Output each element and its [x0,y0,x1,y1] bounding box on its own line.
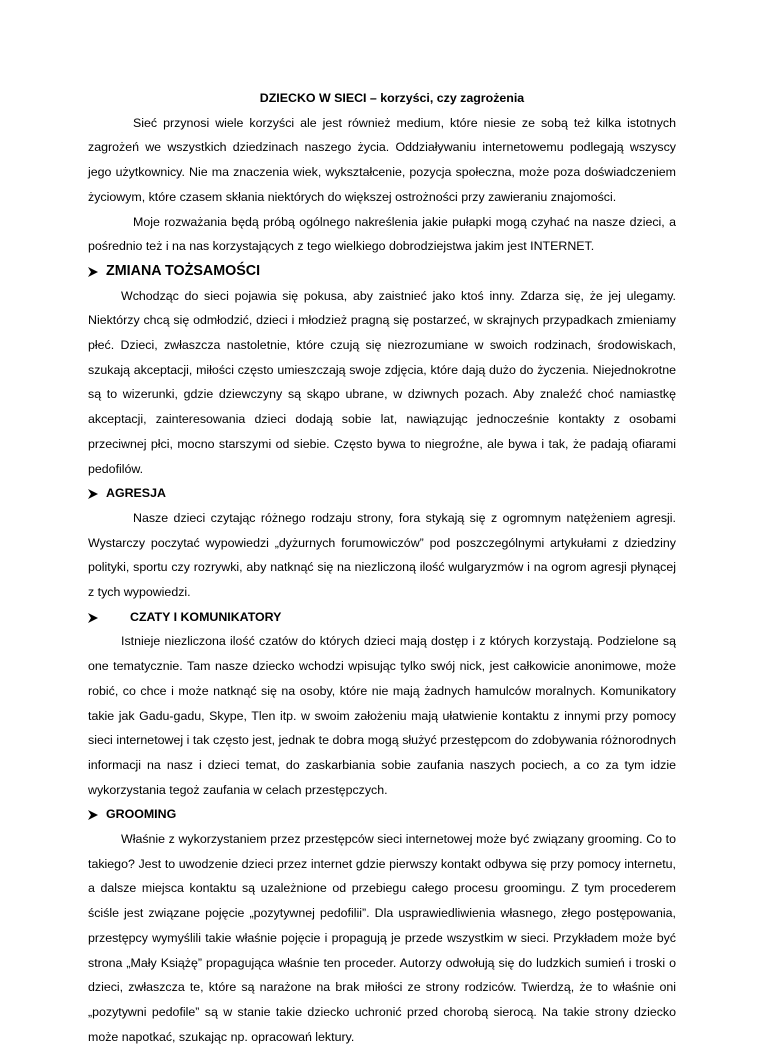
section-heading-label: GROOMING [106,807,177,822]
arrowhead-bullet-icon [87,809,99,821]
section-heading-label: AGRESJA [106,486,166,501]
section-text-chats: Istnieje niezliczona ilość czatów do których dzieci mają dostęp i z których korzystają. Podzielone są one tematycznie. Tam nasze dziecko wchodzi wpisując tylko swój nick, jest całkowicie anonimowe, może robić, co chce i może natknąć się na osoby, które nie mają żadnych hamulców moralnych. Komunikatory takie jak Gadu-gadu, Skype, Tlen itp. w swoim założeniu mają ułatwienie kontaktu z innymi przy pomocy sieci internetowej i tak często jest, jednak te dobra mogą służyć przestępcom do zdobywania różnorodnych informacji na nasz i dzieci temat, do zaskarbiania sobie zaufania naszych pociech, a co za tym idzie wykorzystania tegoż zaufania w celach przestępczych. [88,634,676,797]
section-text-aggression: Nasze dzieci czytając różnego rodzaju strony, fora stykają się z ogromnym natężeniem agresji. Wystarczy poczytać wypowiedzi „dyżurnych forumowiczów” pod poszczególnymi artykułami z dziedziny polityki, sportu czy rozrywki, aby natknąć się na niezliczoną ilość wulgaryzmów i na ogrom agresji płynącej z tych wypowiedzi. [88,510,676,600]
section-heading-grooming [88,802,676,827]
section-heading-label: CZATY I KOMUNIKATORY [130,609,282,624]
document-page [88,86,676,1049]
section-heading-identity [88,259,676,284]
section-text-identity: Wchodząc do sieci pojawia się pokusa, aby zaistnieć jako ktoś inny. Zdarza się, że jej ulegamy. Niektórzy chcą się odmłodzić, dzieci i młodzież pragną się postarzeć, w skrajnych przypadkach zmieniamy płeć. Dzieci, zwłaszcza nastoletnie, które czują się niezrozumiane w swoich rodzinach, środowiskach, szukają akceptacji, miłości często umieszczają swoje zdjęcia, które dają dużo do życzenia. Niejednokrotne są to wizerunki, gdzie dziewczyny są skąpo ubrane, w dziwnych pozach. Aby znaleźć choć namiastkę akceptacji, zainteresowania dzieci dodają sobie lat, nawiązując jednocześnie kontakty z osobami przeciwnej płci, mocno starszymi od siebie. Często bywa to niegroźne, ale bywa i tak, że padają ofiarami pedofilów. [88,288,676,476]
arrowhead-bullet-icon [87,266,99,278]
section-text-grooming: Właśnie z wykorzystaniem przez przestępców sieci internetowej może być związany grooming. Co to takiego? Jest to uwodzenie dzieci przez internet gdzie pierwszy kontakt odbywa się przy pomocy internetu, a dalsze miejsca kontaktu są uzależnione od przebiegu całego procesu groomingu. Z tym procederem ściśle jest związane pojęcie „pozytywnej pedofilii”. Dla usprawiedliwienia własnego, złego postępowania, przestępcy wymyślili takie właśnie pojęcie i propagują je przede wszystkim w sieci. Przykładem może być strona „Mały Książę” propagująca właśnie ten proceder. Autorzy odwołują się do ludzkich sumień i troski o dzieci, zwłaszcza te, które są narażone na brak miłości ze strony rodziców. Twierdzą, że to właśnie oni „pozytywni pedofile” są w stanie takie dziecko uchronić przed chorobą sierocą. Na takie strony dziecko może napotkać, szukając np. opracowań lektury. [88,832,676,1044]
section-heading-chats [88,605,676,630]
intro-paragraph-1: Sieć przynosi wiele korzyści ale jest również medium, które niesie ze sobą też kilka istotnych zagrożeń we wszystkich dziedzinach naszego życia. Oddziaływaniu internetowemu podlegają wszyscy jego użytkownicy. Nie ma znaczenia wiek, wykształcenie, pozycja społeczna, może poza doświadczeniem życiowym, które czasem skłania niektórych do większej ostrożności przy zawieraniu znajomości. [88,115,676,204]
intro-paragraph-2: Moje rozważania będą próbą ogólnego nakreślenia jakie pułapki mogą czyhać na nasze dzieci, a pośrednio też i na nas korzystających z tego wielkiego dobrodziejstwa jakim jest INTERNET. [88,214,676,254]
document-title: DZIECKO W SIECI – korzyści, czy zagrożenia [259,91,525,105]
arrowhead-bullet-icon [87,612,99,624]
section-heading-label: ZMIANA TOŻSAMOŚCI [106,262,261,279]
section-heading-aggression [88,481,676,506]
arrowhead-bullet-icon [87,488,99,500]
